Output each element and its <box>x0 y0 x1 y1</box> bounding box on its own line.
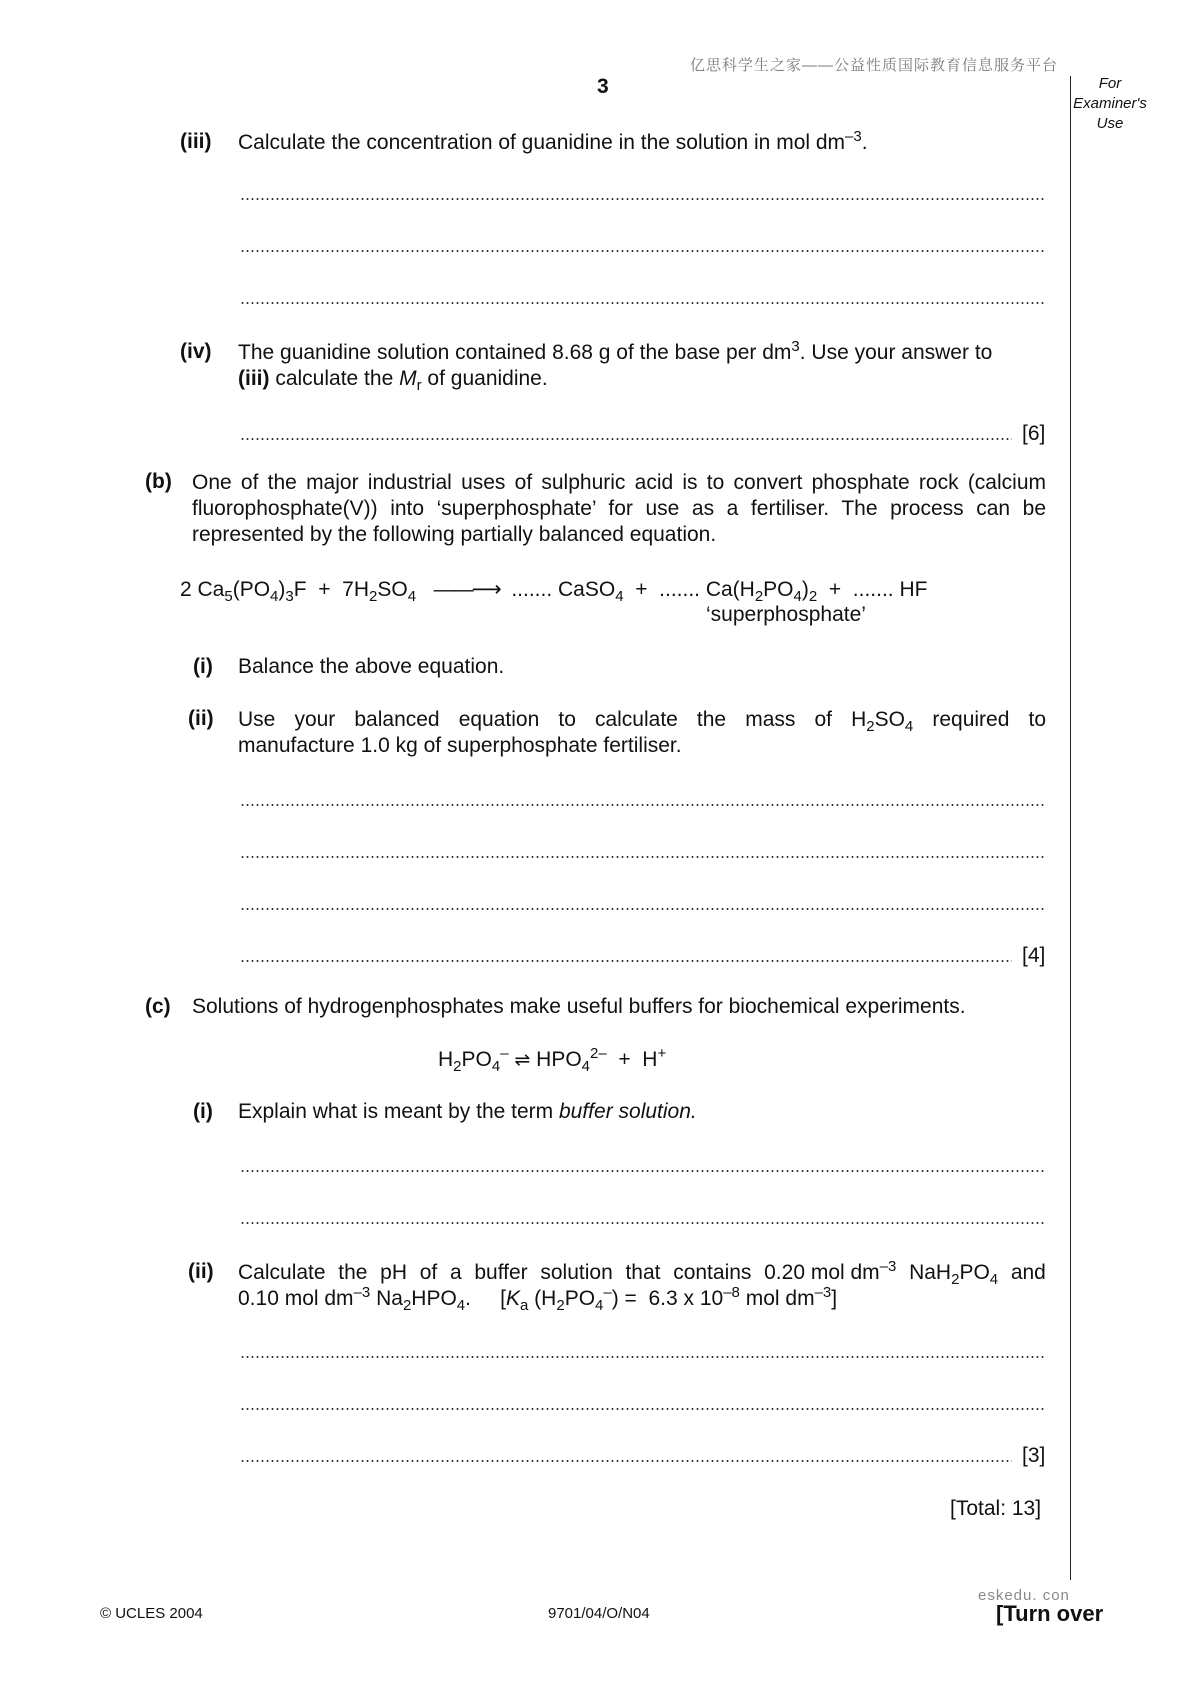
total-marks: [Total: 13] <box>950 1497 1042 1520</box>
answer-line[interactable] <box>240 1170 1046 1172</box>
answer-line[interactable] <box>240 856 1046 858</box>
footer-copyright: © UCLES 2004 <box>100 1605 203 1622</box>
q-c-i-label: (i) <box>193 1100 213 1123</box>
q-a-iv-text: The guanidine solution contained 8.68 g of the base per $dm^3$. Use your answer to (iii) calculate the $M_r$ of guanidine. <box>238 338 993 395</box>
watermark-header: 亿思科学生之家——公益性质国际教育信息服务平台 <box>690 57 1059 74</box>
answer-line[interactable] <box>240 438 1012 440</box>
mark-a: [6] <box>1022 422 1046 445</box>
mark-c: [3] <box>1022 1444 1046 1467</box>
answer-line[interactable] <box>240 1222 1046 1224</box>
answer-line[interactable] <box>240 1408 1046 1410</box>
answer-line[interactable] <box>240 198 1046 200</box>
q-c-text: Solutions of hydrogenphosphates make useful buffers for biochemical experiments. <box>192 995 966 1018</box>
turn-over: [Turn over <box>996 1601 1104 1626</box>
equation-buffer: $H_2PO_4^-$ ⇌ $HPO_4^{2-} + H^+$ <box>438 1045 667 1076</box>
footer-code: 9701/04/O/N04 <box>548 1605 650 1622</box>
q-c-ii-text: Calculate the pH of a buffer solution that contains 0.20 mol $dm^{-3}$ $NaH_2PO_4$ and 0.10 mol $dm^{-3}$ $Na_2HPO_4$. [$K_a$ $(H_2PO_4^-) = 6.3$ x $10^{-8}$ mol $dm^{-3}$] <box>238 1258 1046 1315</box>
page-number: 3 <box>597 75 609 98</box>
answer-line[interactable] <box>240 804 1046 806</box>
equation-caption: ‘superphosphate’ <box>706 603 866 626</box>
q-c-i-text: Explain what is meant by the term buffer solution. <box>238 1100 697 1123</box>
equation-superphosphate: 2 $Ca_5(PO_4)_3F + 7H_2SO_4$ ——⟶ ....... CaSO$_4$ + ....... $Ca(H_2PO_4)_2$ + ....... HF <box>180 578 928 606</box>
answer-line[interactable] <box>240 960 1012 962</box>
answer-line[interactable] <box>240 1460 1012 1462</box>
q-a-iii-label: (iii) <box>180 130 212 153</box>
watermark-footer: eskedu. con <box>978 1587 1070 1604</box>
examiner-margin-line <box>1070 76 1071 1580</box>
answer-line[interactable] <box>240 1356 1046 1358</box>
answer-line[interactable] <box>240 250 1046 252</box>
q-b-text: One of the major industrial uses of sulphuric acid is to convert phosphate rock (calcium fluorophosphate(V)) into ‘superphosphate’ for use as a fertiliser. The process can be represented by the following partially balanced equation. <box>192 471 1046 546</box>
q-b-ii-label: (ii) <box>188 707 214 730</box>
q-c-label: (c) <box>145 995 171 1018</box>
q-b-i-label: (i) <box>193 655 213 678</box>
mark-b: [4] <box>1022 944 1046 967</box>
q-a-iii-text: Calculate the concentration of guanidine in the solution in mol $dm^{-3}$. <box>238 128 868 154</box>
q-a-iv-label: (iv) <box>180 340 212 363</box>
examiner-use-label: For Examiner's Use <box>1073 75 1147 132</box>
q-b-label: (b) <box>145 470 172 493</box>
q-c-ii-label: (ii) <box>188 1260 214 1283</box>
q-b-ii-text: Use your balanced equation to calculate the mass of $H_2SO_4$ required to manufacture 1.0 kg of superphosphate fertiliser. <box>238 708 1046 757</box>
answer-line[interactable] <box>240 908 1046 910</box>
answer-line[interactable] <box>240 302 1046 304</box>
q-b-i-text: Balance the above equation. <box>238 655 505 678</box>
